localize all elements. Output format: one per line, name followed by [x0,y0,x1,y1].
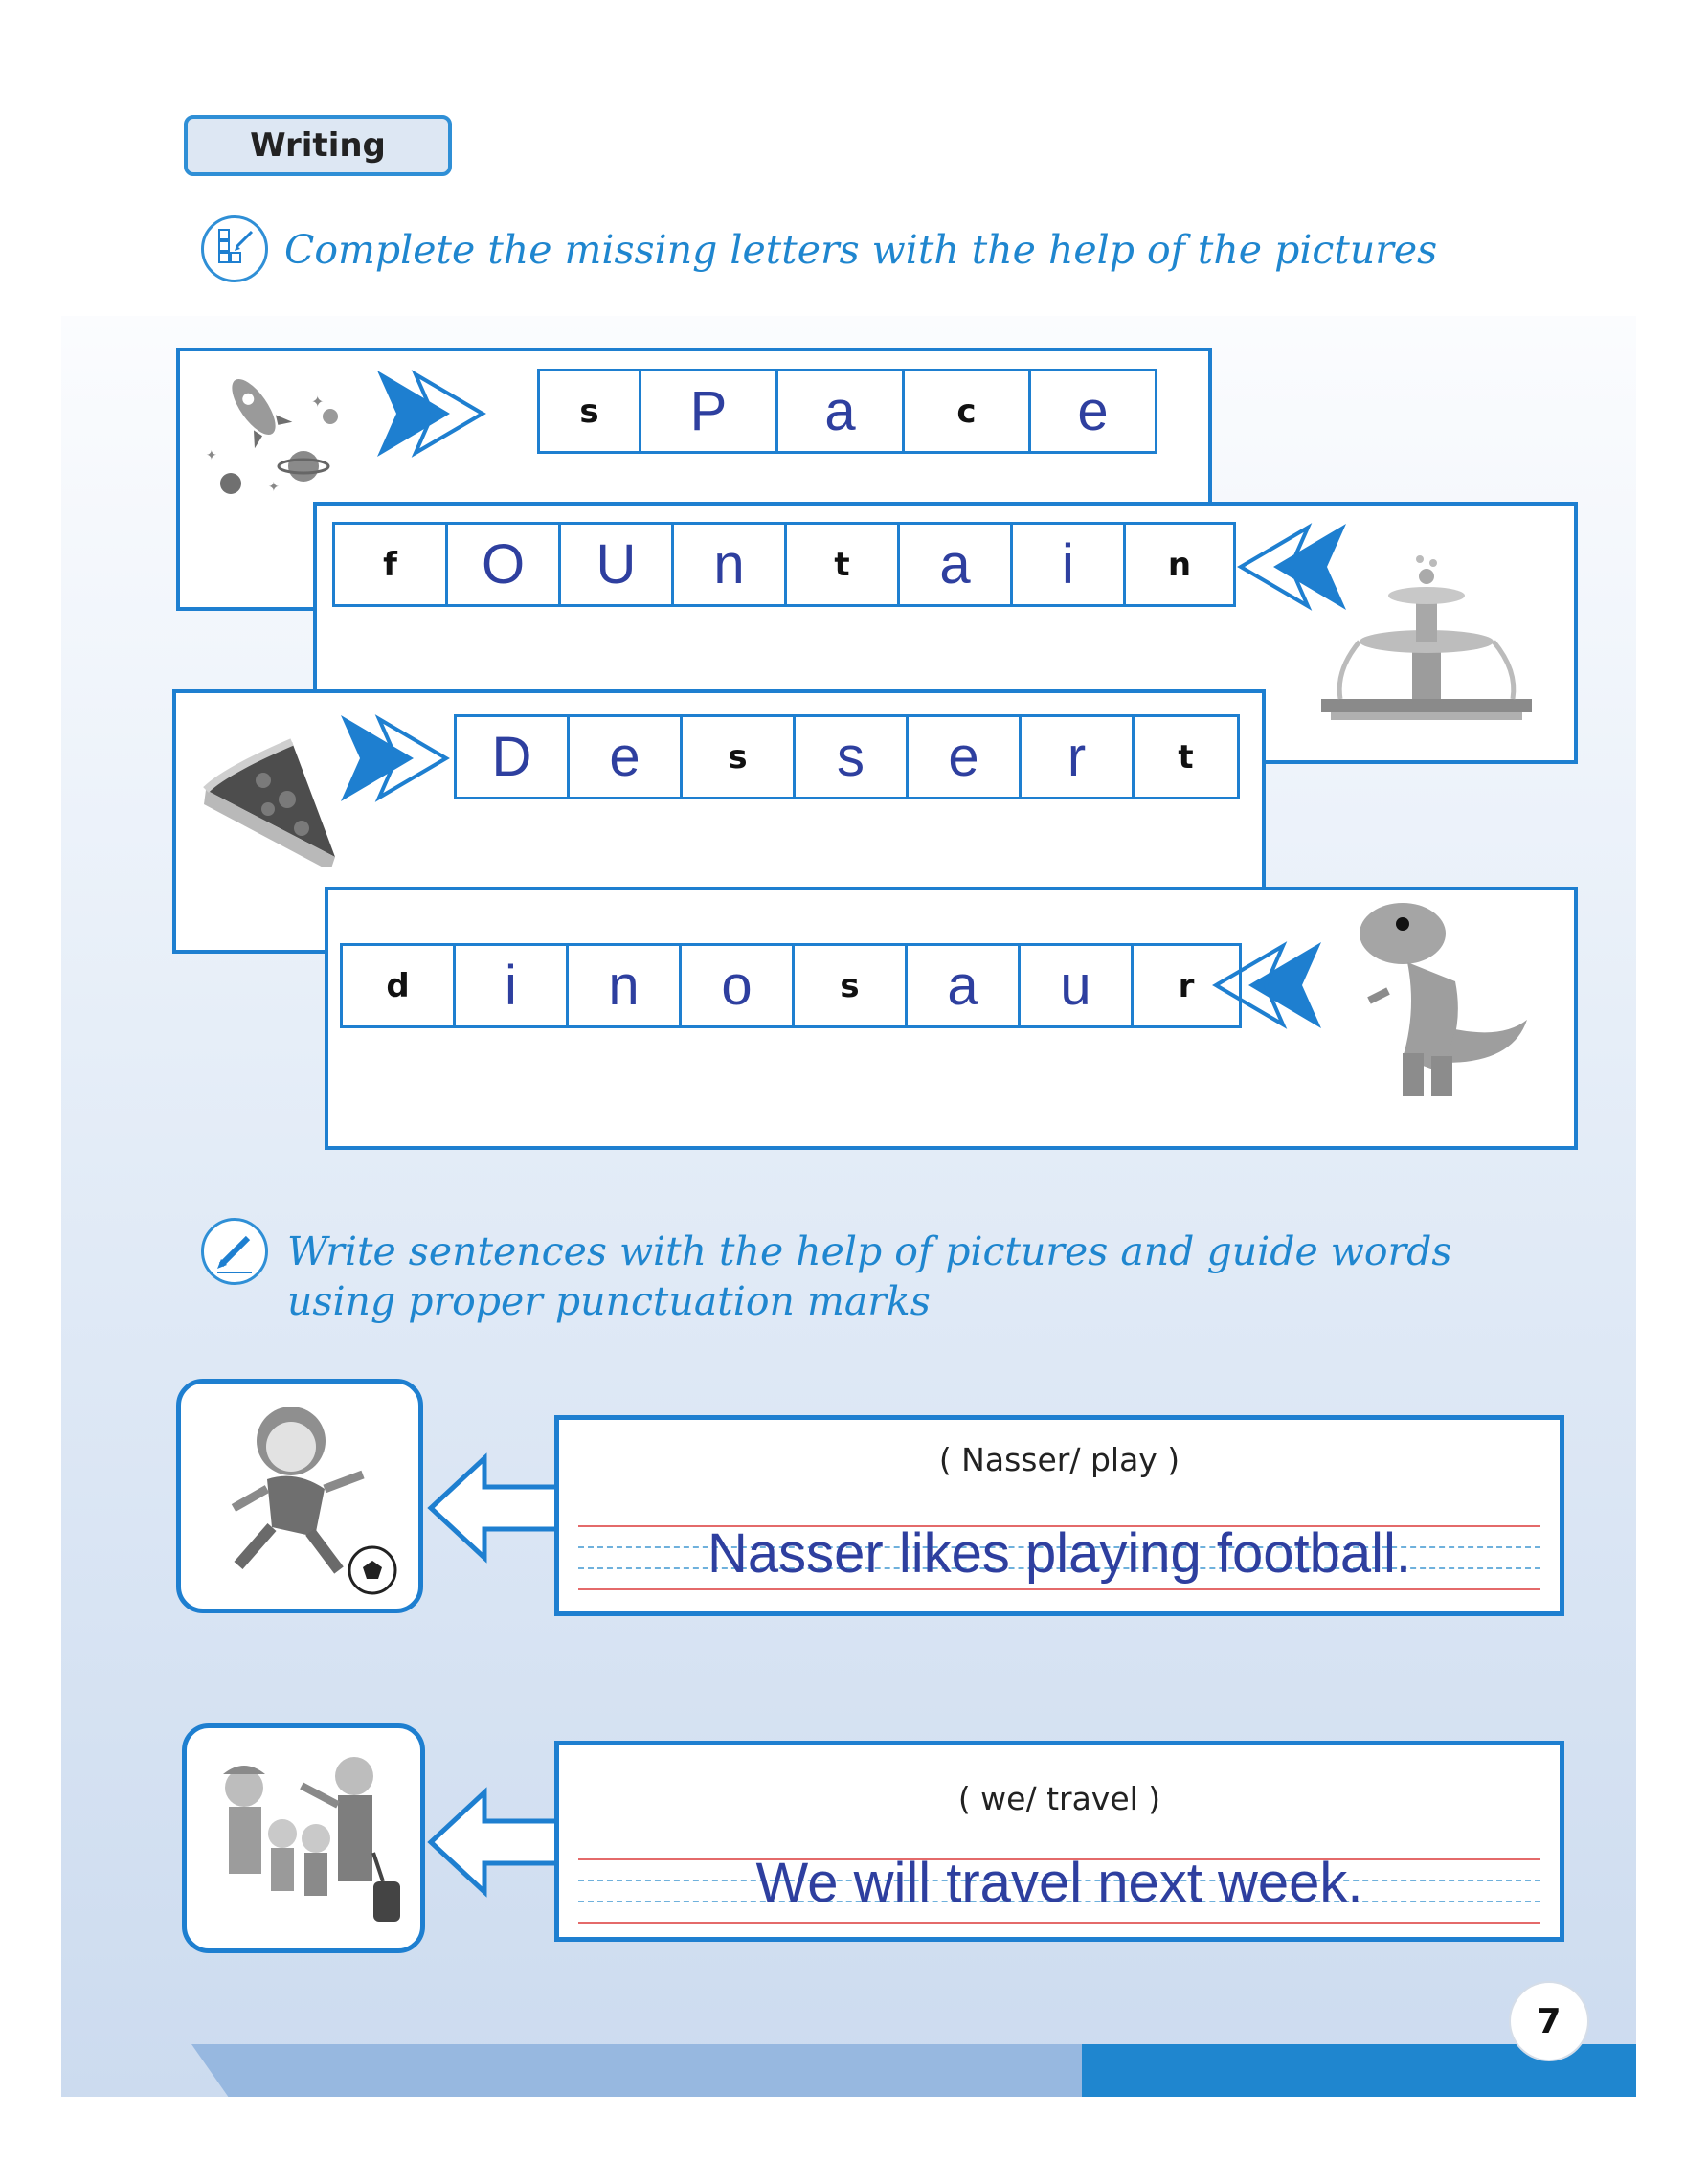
alphabet-pencil-icon [201,215,268,282]
letter-cell[interactable]: n [1167,545,1192,584]
letter-cell[interactable]: a [908,946,1021,1025]
letter-cell[interactable]: P [641,371,778,451]
letter-cell[interactable]: s [683,717,796,797]
letter-cell[interactable]: t [1178,737,1194,777]
answer-sentence[interactable]: We will travel next week. [755,1852,1363,1914]
footer-bar-light [191,2044,1111,2097]
arrow-left-outline-icon [427,1451,561,1565]
boy-playing-football-icon [181,1384,418,1609]
letter-grid-fountain [332,522,1236,607]
section-title: Writing [184,115,452,176]
letter-cell[interactable]: o [682,946,795,1025]
letter-grid-space [537,369,1157,454]
letter-cell[interactable]: r [1022,717,1135,797]
letter-grid-dessert [454,714,1240,799]
guide-words: ( Nasser/ play ) [938,1441,1180,1478]
pie-icon [196,732,340,867]
letter-cell[interactable]: i [1013,525,1126,604]
letter-grid-dinosaur [340,943,1242,1028]
letter-cell[interactable]: U [561,525,674,604]
letter-cell[interactable]: s [795,946,908,1025]
letter-cell[interactable]: a [778,371,905,451]
space-icon [196,369,349,503]
sentence-picture-frame [176,1379,423,1613]
letter-cell[interactable]: n [569,946,682,1025]
letter-cell[interactable]: u [1021,946,1134,1025]
letter-cell[interactable]: s [540,371,641,451]
pencil-icon [201,1218,268,1285]
letter-cell[interactable]: O [448,525,561,604]
letter-cell[interactable]: r [1178,966,1195,1005]
letter-cell[interactable]: e [1077,380,1109,442]
answer-sentence[interactable]: Nasser likes playing football. [707,1522,1412,1585]
arrow-left-outline-icon [427,1785,561,1900]
letter-cell[interactable]: i [456,946,569,1025]
letter-cell[interactable]: D [457,717,570,797]
sentence-card [554,1415,1564,1616]
svg-text:✦: ✦ [311,393,325,411]
fountain-icon [1316,546,1537,728]
activity1-instruction: Complete the missing letters with the help of the pictures [284,227,1438,273]
svg-text:✦: ✦ [268,480,280,495]
page-number: 7 [1509,1981,1589,2061]
letter-cell[interactable]: s [796,717,909,797]
arrow-right-icon [339,713,454,804]
dinosaur-icon [1350,895,1532,1106]
letter-cell[interactable]: a [900,525,1013,604]
activity2-instruction-line1: Write sentences with the help of pictures and guide words [287,1228,1452,1274]
letter-cell[interactable]: n [674,525,787,604]
arrow-right-icon [375,369,490,460]
activity2-instruction-line2: using proper punctuation marks [287,1278,931,1324]
arrow-left-icon [1208,940,1323,1031]
sentence-picture-frame [182,1723,425,1953]
family-travel-icon [187,1728,420,1948]
letter-cell[interactable]: c [905,371,1031,451]
letter-cell[interactable]: t [787,525,900,604]
sentence-card [554,1741,1564,1942]
letter-cell[interactable]: e [570,717,683,797]
letter-cell[interactable]: d [343,946,456,1025]
letter-cell[interactable]: e [909,717,1022,797]
svg-text:✦: ✦ [206,448,217,463]
guide-words: ( we/ travel ) [957,1780,1161,1817]
letter-cell[interactable]: f [335,525,448,604]
